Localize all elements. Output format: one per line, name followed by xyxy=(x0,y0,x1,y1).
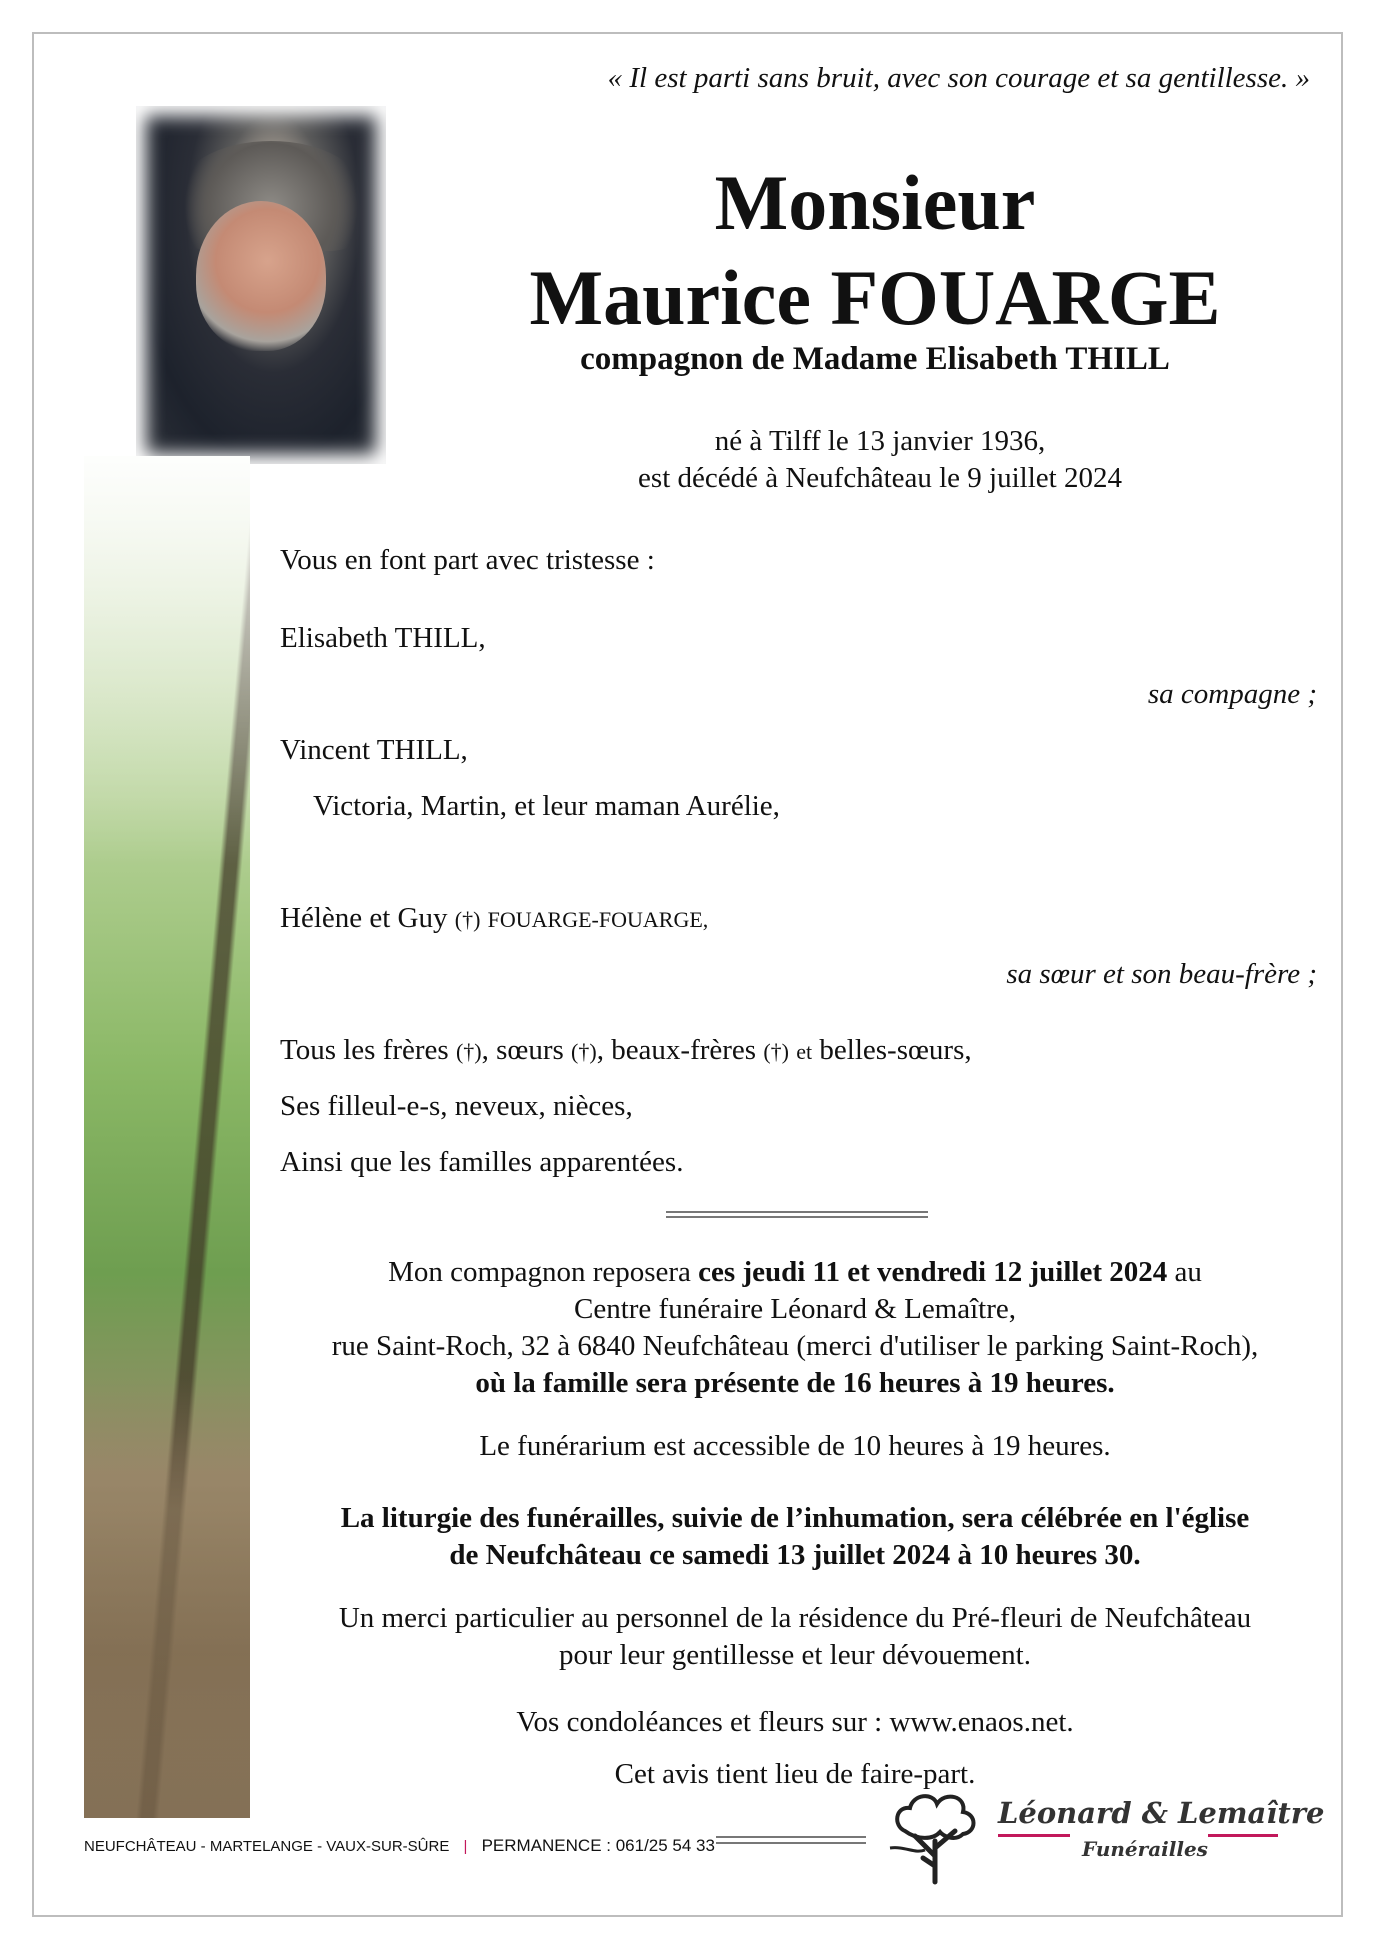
visitation-line-2: Centre funéraire Léonard & Lemaître, xyxy=(573,1293,1017,1325)
tree-logo-icon xyxy=(885,1786,985,1886)
notice-line: Cet avis tient lieu de faire-part. xyxy=(614,1758,976,1790)
footer-separator: | xyxy=(463,1838,468,1855)
visitation-block xyxy=(260,1254,1330,1402)
death-line: est décédé à Neufchâteau le 9 juillet 2024 xyxy=(638,462,1122,494)
thanks-line-2: pour leur gentillesse et leur dévouement. xyxy=(559,1639,1031,1671)
cross-mark: (†) xyxy=(571,1039,597,1064)
helene-surname: FOUARGE-FOUARGE, xyxy=(487,907,709,932)
liturgy-line-1: La liturgie des funérailles, suivie de l’inhumation, sera célébrée en l'église xyxy=(340,1502,1250,1534)
section-divider xyxy=(666,1211,928,1218)
footer-contact xyxy=(84,1836,715,1856)
cross-mark: (†) xyxy=(454,907,481,932)
helene-names: Hélène et Guy xyxy=(280,902,448,934)
epigraph-quote: « Il est parti sans bruit, avec son courage et sa gentillesse. » xyxy=(607,62,1310,94)
intro-line: Vous en font part avec tristesse : xyxy=(280,544,655,576)
liturgy-block xyxy=(260,1500,1330,1574)
thanks-block xyxy=(260,1600,1330,1674)
visitation-line-1 xyxy=(260,1254,1330,1291)
deceased-name: Maurice FOUARGE xyxy=(529,254,1221,341)
logo-brand-sub: Funérailles xyxy=(1082,1837,1208,1861)
family-vincent-children: Victoria, Martin, et leur maman Aurélie, xyxy=(313,790,780,822)
portrait-photo xyxy=(136,106,386,464)
cross-mark: (†) xyxy=(763,1039,789,1064)
cross-mark: (†) xyxy=(455,1039,482,1064)
siblings-text-2: , sœurs xyxy=(481,1034,564,1066)
title-salutation: Monsieur xyxy=(714,159,1036,246)
family-helene xyxy=(280,902,708,935)
forest-path-image xyxy=(84,456,250,1818)
logo-accent-right xyxy=(1208,1834,1278,1837)
visitation-line-3: rue Saint-Roch, 32 à 6840 Neufchâteau (merci d'utiliser le parking Saint-Roch), xyxy=(331,1330,1259,1362)
visitation-text: Mon compagnon reposera xyxy=(388,1256,691,1288)
family-vincent: Vincent THILL, xyxy=(280,734,468,766)
thanks-line-1: Un merci particulier au personnel de la résidence du Pré-fleuri de Neufchâteau xyxy=(338,1602,1252,1634)
logo-rule xyxy=(716,1836,866,1844)
visitation-text-end: au xyxy=(1174,1256,1202,1288)
siblings-text-1: Tous les frères xyxy=(280,1034,449,1066)
funerarium-hours: Le funérarium est accessible de 10 heures à 19 heures. xyxy=(479,1430,1111,1462)
visitation-dates: ces jeudi 11 et vendredi 12 juillet 2024 xyxy=(698,1256,1168,1288)
footer-permanence: PERMANENCE : 061/25 54 33 xyxy=(481,1836,715,1855)
logo-accent-left xyxy=(998,1834,1070,1837)
visitation-line-4: où la famille sera présente de 16 heures à 19 heures. xyxy=(475,1367,1115,1399)
family-relatives: Ainsi que les familles apparentées. xyxy=(280,1146,684,1178)
family-helene-role: sa sœur et son beau-frère ; xyxy=(1006,958,1317,990)
forest-path-ground xyxy=(84,1378,250,1818)
birth-line: né à Tilff le 13 janvier 1936, xyxy=(714,425,1046,457)
siblings-text-3: , beaux-frères xyxy=(596,1034,757,1066)
siblings-text-4: belles-sœurs, xyxy=(819,1034,972,1066)
family-elisabeth-role: sa compagne ; xyxy=(1147,678,1317,710)
family-elisabeth: Elisabeth THILL, xyxy=(280,622,486,654)
partner-line: compagnon de Madame Elisabeth THILL xyxy=(580,341,1170,377)
logo-brand-name: Léonard & Lemaître xyxy=(998,1796,1325,1830)
footer-locations: NEUFCHÂTEAU - MARTELANGE - VAUX-SUR-SÛRE xyxy=(84,1838,450,1855)
family-siblings xyxy=(280,1034,972,1067)
family-godchildren: Ses filleul-e-s, neveux, nièces, xyxy=(280,1090,633,1122)
portrait-face xyxy=(196,201,326,351)
condolences-line: Vos condoléances et fleurs sur : www.enaos.net. xyxy=(516,1706,1074,1738)
liturgy-line-2: de Neufchâteau ce samedi 13 juillet 2024 à 10 heures 30. xyxy=(449,1539,1141,1571)
life-dates xyxy=(560,423,1200,497)
siblings-et: et xyxy=(796,1039,813,1064)
